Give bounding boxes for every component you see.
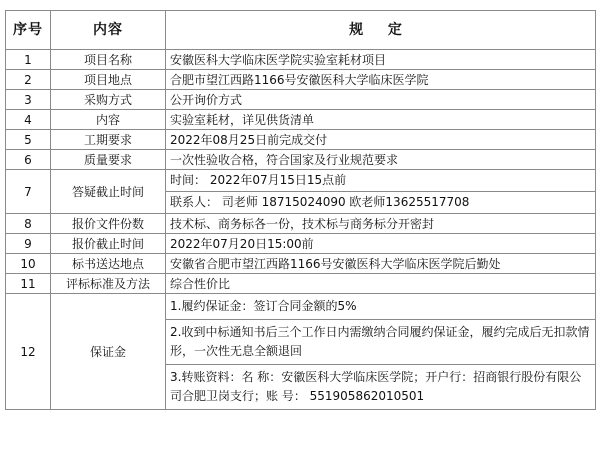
- procurement-requirements-table: [5, 10, 596, 410]
- row-item: 保证金: [51, 294, 166, 410]
- table-row: [6, 294, 596, 410]
- table-row: [6, 254, 596, 274]
- row-rule: 2022年07月20日15:00前: [166, 234, 596, 254]
- row-item: 项目名称: [51, 50, 166, 70]
- qa-deadline-time: 时间： 2022年07月15日15点前: [170, 173, 347, 187]
- row-no: 12: [6, 294, 51, 410]
- row-rule: 一次性验收合格，符合国家及行业规范要求: [166, 150, 596, 170]
- header-no: 序号: [6, 11, 51, 50]
- row-no: 6: [6, 150, 51, 170]
- row-no: 3: [6, 90, 51, 110]
- table-row: [6, 170, 596, 214]
- row-no: 11: [6, 274, 51, 294]
- row-no: 10: [6, 254, 51, 274]
- row-no: 9: [6, 234, 51, 254]
- row-no: 4: [6, 110, 51, 130]
- table-row: [6, 150, 596, 170]
- row-rule: 实验室耗材，详见供货清单: [166, 110, 596, 130]
- table-row: [6, 130, 596, 150]
- row-item: 工期要求: [51, 130, 166, 150]
- row-no: 2: [6, 70, 51, 90]
- table-row: [6, 90, 596, 110]
- table-row: [6, 50, 596, 70]
- row-rule: 技术标、商务标各一份，技术标与商务标分开密封: [166, 214, 596, 234]
- row-item: 报价截止时间: [51, 234, 166, 254]
- deposit-rule-1: 1.履约保证金：签订合同金额的5%: [170, 299, 357, 313]
- row-item: 质量要求: [51, 150, 166, 170]
- row-item: 评标标准及方法: [51, 274, 166, 294]
- row-item: 采购方式: [51, 90, 166, 110]
- row-item: 答疑截止时间: [51, 170, 166, 214]
- header-content: 内容: [51, 11, 166, 50]
- row-item: 标书送达地点: [51, 254, 166, 274]
- table-row: [6, 214, 596, 234]
- row-rule: 安徽省合肥市望江西路1166号安徽医科大学临床医学院后勤处: [166, 254, 596, 274]
- row-rule: 合肥市望江西路1166号安徽医科大学临床医学院: [166, 70, 596, 90]
- row-rule: 综合性价比: [166, 274, 596, 294]
- row-rule-split: [166, 294, 596, 410]
- table-row: [6, 70, 596, 90]
- row-item: 项目地点: [51, 70, 166, 90]
- qa-contacts: 联系人： 司老师 18715024090 欧老师13625517708: [166, 191, 595, 213]
- row-item: 报价文件份数: [51, 214, 166, 234]
- row-rule-split: [166, 170, 596, 214]
- table-row: [6, 110, 596, 130]
- row-no: 7: [6, 170, 51, 214]
- row-rule: 安徽医科大学临床医学院实验室耗材项目: [166, 50, 596, 70]
- deposit-rule-2: 2.收到中标通知书后三个工作日内需缴纳合同履约保证金，履约完成后无扣款情形，一次性无息全额退回: [166, 319, 595, 364]
- row-item: 内容: [51, 110, 166, 130]
- table-header-row: [6, 11, 596, 50]
- table-row: [6, 274, 596, 294]
- row-no: 1: [6, 50, 51, 70]
- row-no: 8: [6, 214, 51, 234]
- deposit-rule-3: 3.转账资料：名 称：安徽医科大学临床医学院；开户行：招商银行股份有限公司合肥卫岗支行；账 号： 551905862010501: [166, 364, 595, 409]
- row-rule: 公开询价方式: [166, 90, 596, 110]
- row-rule: 2022年08月25日前完成交付: [166, 130, 596, 150]
- table-row: [6, 234, 596, 254]
- header-rule: 规 定: [166, 11, 596, 50]
- row-no: 5: [6, 130, 51, 150]
